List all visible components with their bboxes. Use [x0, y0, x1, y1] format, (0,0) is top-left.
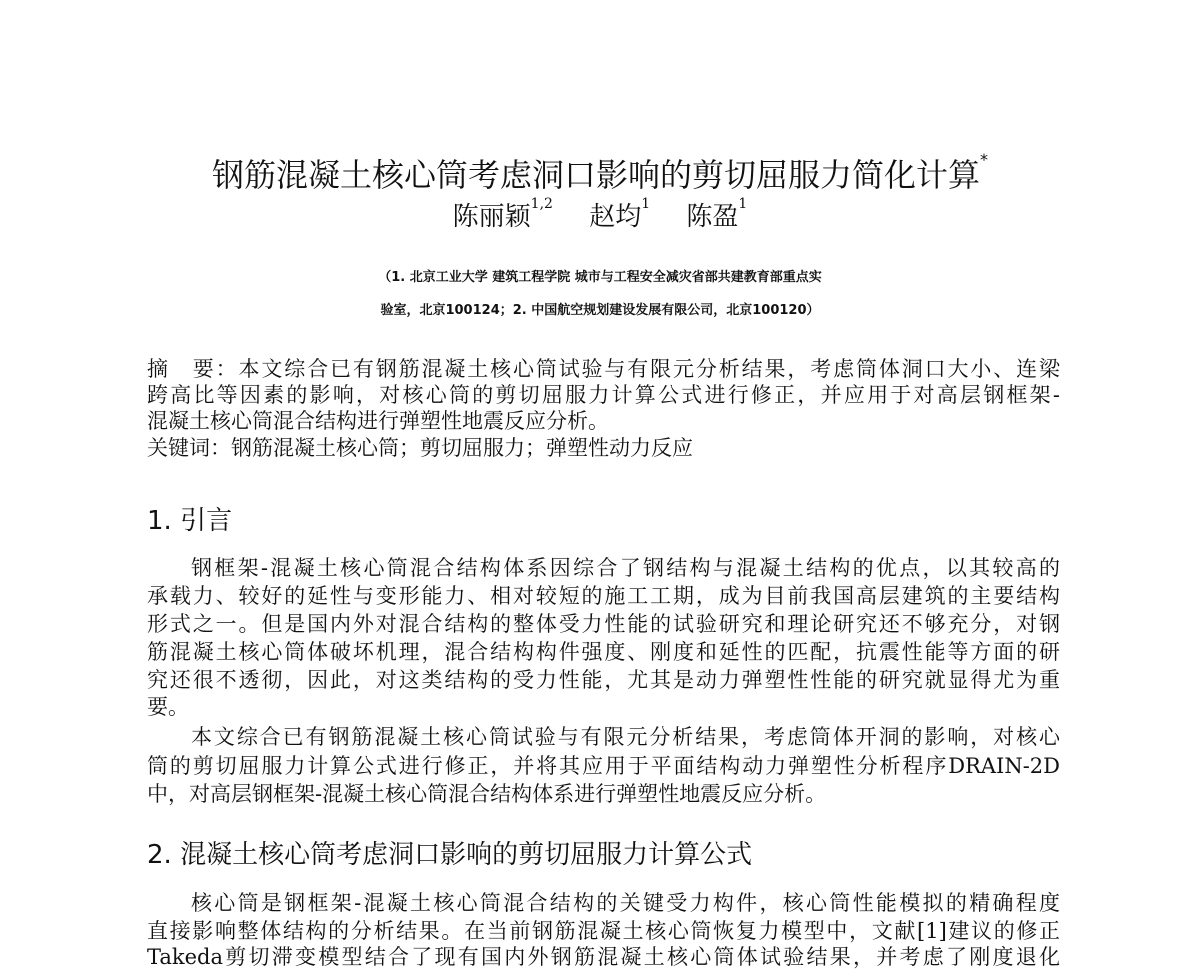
section-heading: 2. 混凝土核心筒考虑洞口影响的剪切屈服力计算公式: [147, 840, 753, 870]
abstract-line: 摘 要：本文综合已有钢筋混凝土核心筒试验与有限元分析结果，考虑筒体洞口大小、连梁: [147, 357, 1060, 381]
author-name: 赵均: [589, 202, 642, 232]
author-name: 陈盈: [686, 202, 739, 232]
author-name: 陈丽颖: [452, 202, 531, 232]
paper-title: [0, 150, 1200, 196]
title-footnote-mark: *: [980, 150, 988, 169]
author: [686, 196, 748, 232]
abstract-line: 跨高比等因素的影响，对核心筒的剪切屈服力计算公式进行修正，并应用于对高层钢框架-: [147, 383, 1060, 407]
section-heading: 1. 引言: [147, 506, 233, 536]
body-line: 筒的剪切屈服力计算公式进行修正，并将其应用于平面结构动力弹塑性分析程序DRAIN-2D: [147, 754, 1060, 778]
body-line: 本文综合已有钢筋混凝土核心筒试验与有限元分析结果，考虑筒体开洞的影响，对核心: [191, 725, 1060, 749]
body-line: 形式之一。但是国内外对混合结构的整体受力性能的试验研究和理论研究还不够充分，对钢: [147, 612, 1060, 636]
body-line: 核心筒是钢框架-混凝土核心筒混合结构的关键受力构件，核心筒性能模拟的精确程度: [191, 891, 1060, 915]
author-affiliation-mark: 1: [641, 196, 651, 212]
author-list: [0, 196, 1200, 233]
body-line: 要。: [147, 695, 189, 719]
body-line: 直接影响整体结构的分析结果。在当前钢筋混凝土核心筒恢复力模型中，文献[1]建议的修正: [147, 919, 1060, 943]
abstract-line: 混凝土核心筒混合结构进行弹塑性地震反应分析。: [147, 409, 609, 433]
affiliation-line: （1. 北京工业大学 建筑工程学院 城市与工程安全减灾省部共建教育部重点实: [378, 270, 822, 285]
body-line: Takeda剪切滞变模型结合了现有国内外钢筋混凝土核心筒体试验结果，并考虑了刚度退化: [147, 945, 1060, 969]
body-line: 钢框架-混凝土核心筒混合结构体系因综合了钢结构与混凝土结构的优点，以其较高的: [191, 556, 1060, 580]
author-affiliation-mark: 1,2: [530, 196, 553, 212]
body-line: 承载力、较好的延性与变形能力、相对较短的施工工期，成为目前我国高层建筑的主要结构: [147, 584, 1060, 608]
affiliation-line: 验室，北京100124；2. 中国航空规划建设发展有限公司，北京100120）: [380, 303, 820, 318]
author: [589, 196, 651, 232]
body-line: 中，对高层钢框架-混凝土核心筒混合结构体系进行弹塑性地震反应分析。: [147, 782, 827, 806]
author-affiliation-mark: 1: [738, 196, 748, 212]
body-line: 究还很不透彻，因此，对这类结构的受力性能，尤其是动力弹塑性性能的研究就显得尤为重: [147, 668, 1060, 692]
keywords: 关键词：钢筋混凝土核心筒；剪切屈服力；弹塑性动力反应: [147, 436, 693, 460]
title-text: 钢筋混凝土核心筒考虑洞口影响的剪切屈服力简化计算: [211, 156, 980, 194]
author: [452, 196, 553, 232]
body-line: 筋混凝土核心筒体破坏机理，混合结构构件强度、刚度和延性的匹配，抗震性能等方面的研: [147, 640, 1060, 664]
